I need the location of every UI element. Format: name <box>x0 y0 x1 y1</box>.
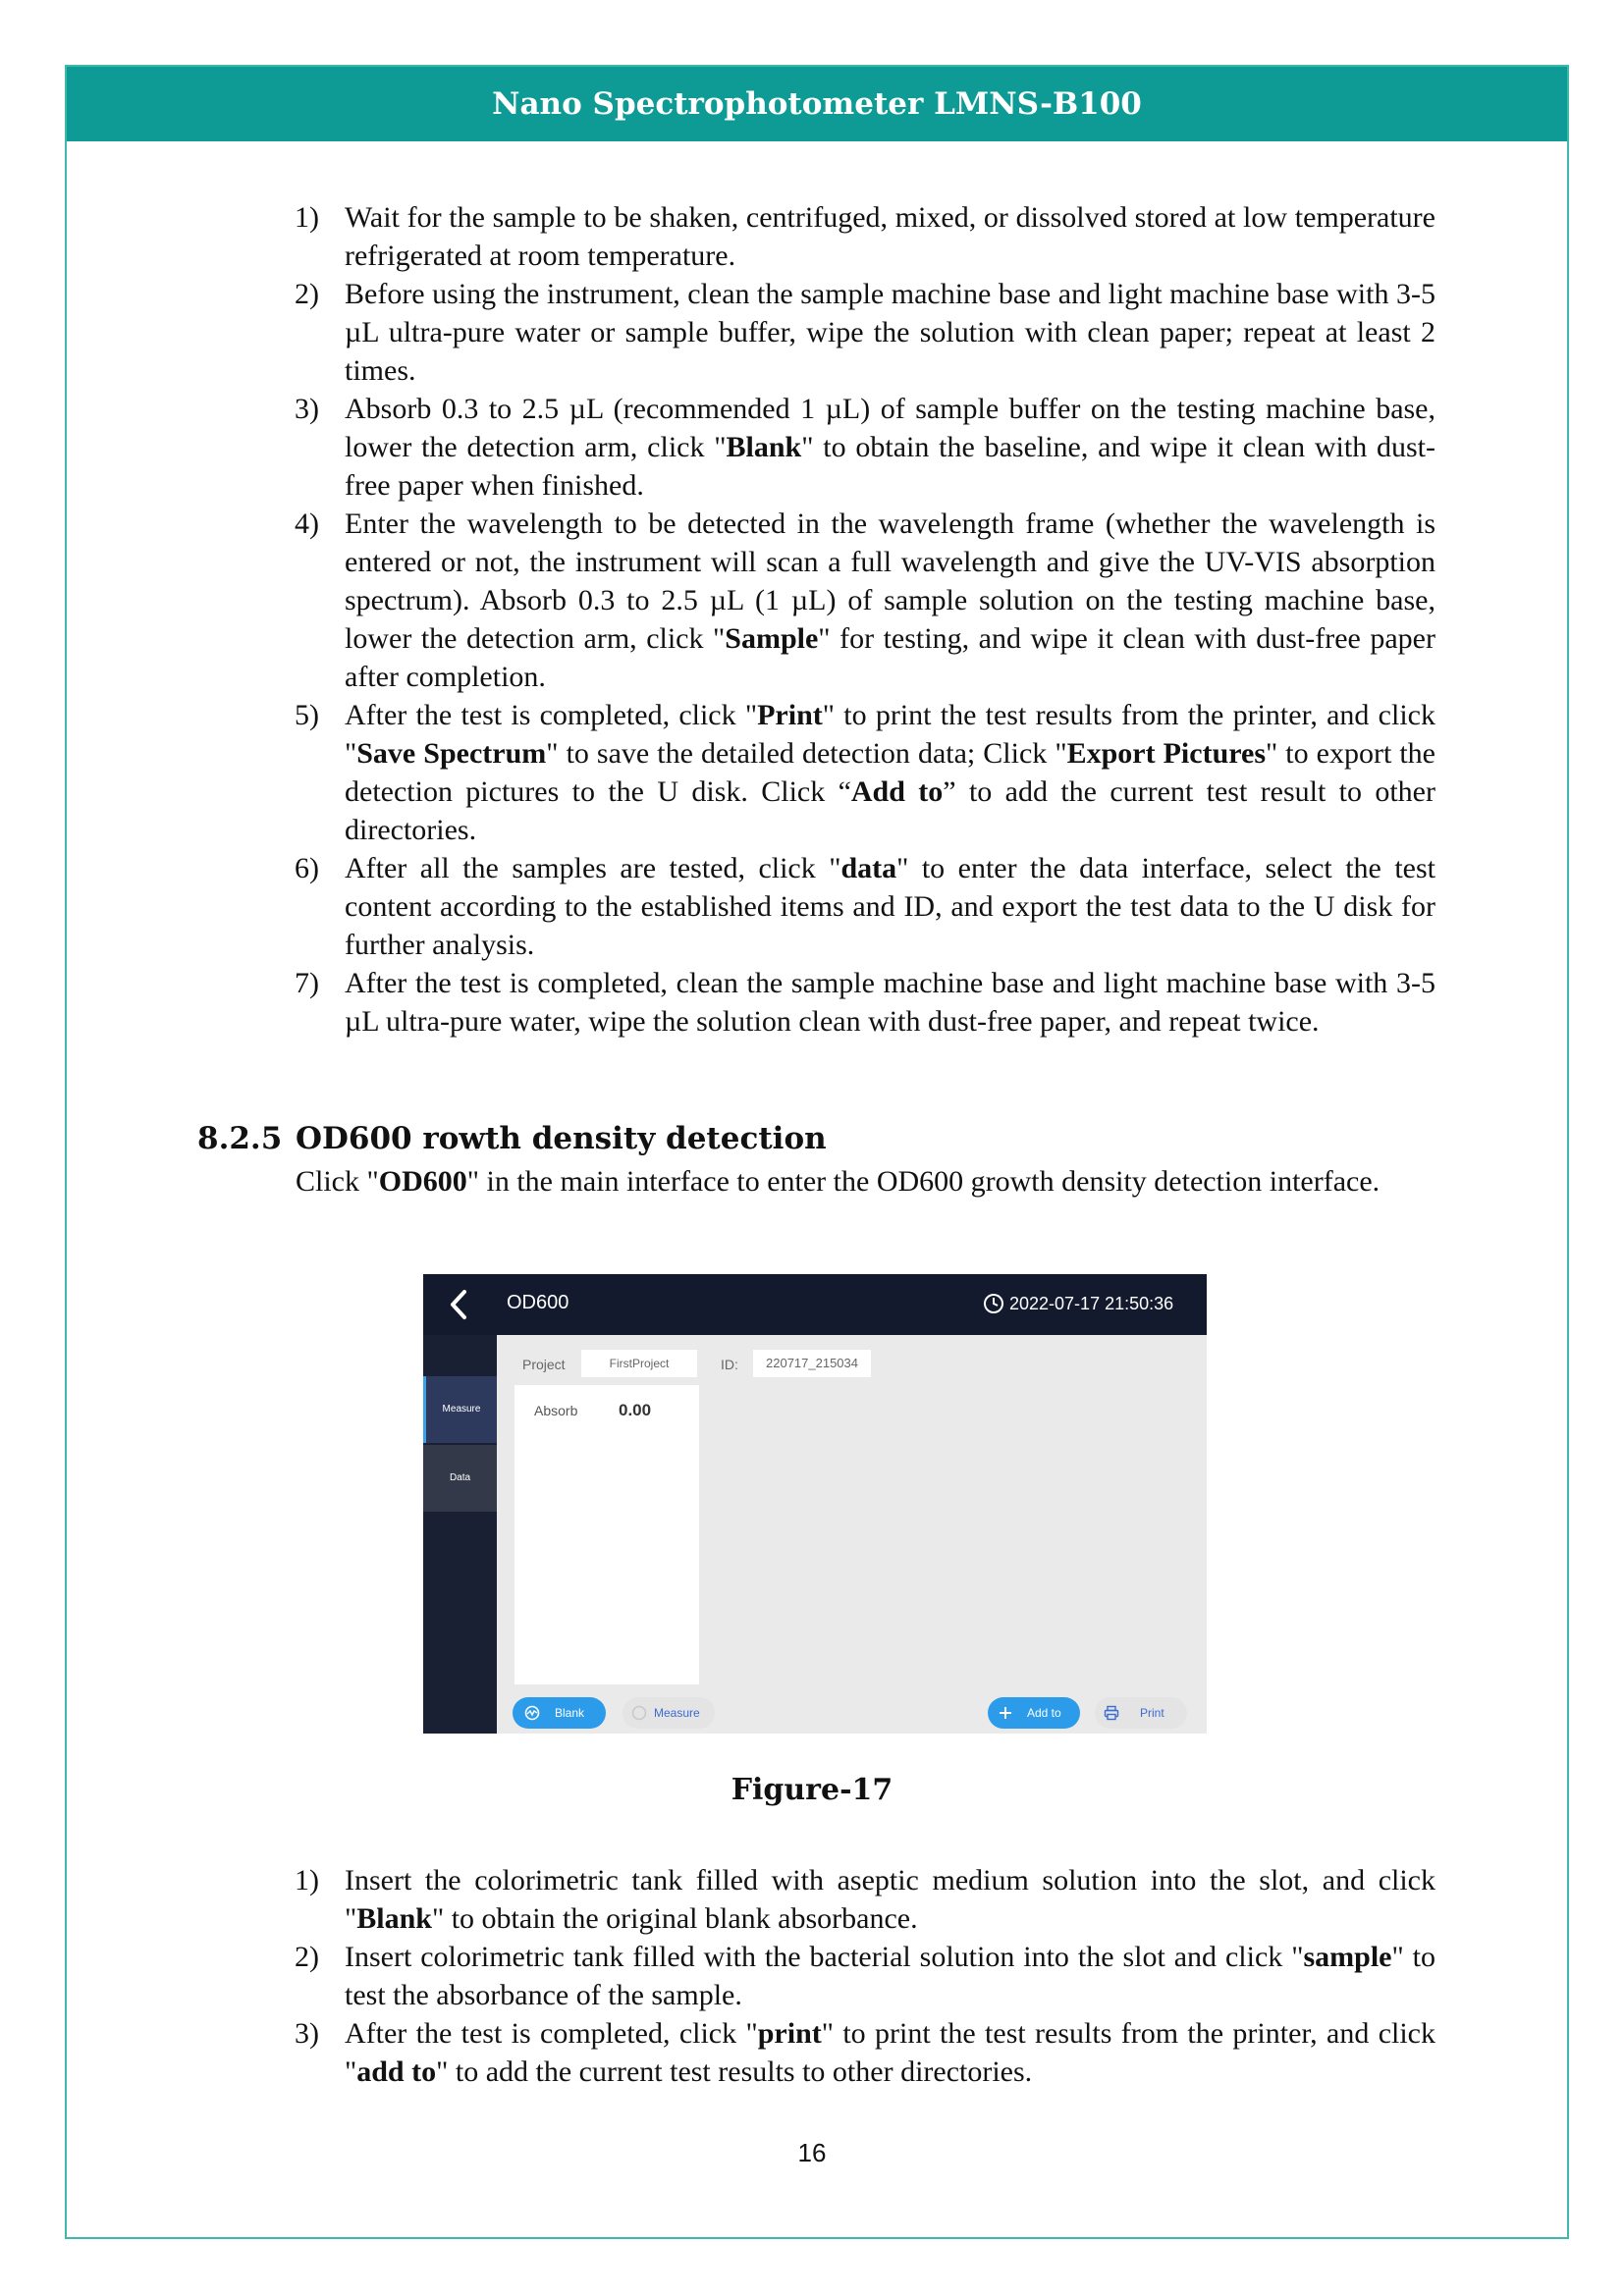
absorb-value: 0.00 <box>619 1401 652 1419</box>
text-run: Enter the wavelength to be detected in the wavelength frame (whether the wavelength is entered or not, the instrument will scan a full wavelength and give the UV-VIS absorption spectrum). Absorb 0.3 to 2.5 µL (1 µL) of sample solution on the testing machine base, lower the detection arm, click " <box>345 507 1435 655</box>
text-run: " to save the detailed detection data; Click " <box>546 737 1067 770</box>
step-number: 5) <box>295 699 319 731</box>
section-title: OD600 rowth density detection <box>296 1121 827 1156</box>
blank-icon <box>524 1705 540 1721</box>
text-run: After the test is completed, click " <box>345 2017 758 2050</box>
text-run: " to obtain the baseline, and wipe it clean with dust-free paper when finished. <box>345 431 1435 502</box>
text-run: " to add the current test results to other directories. <box>436 2056 1033 2088</box>
section-intro <box>296 1162 1436 1201</box>
step-item <box>295 275 1435 390</box>
section-number: 8.2.5 <box>197 1121 283 1156</box>
step-number: 4) <box>295 507 319 540</box>
step-number: 2) <box>295 278 319 310</box>
bold-term: OD600 <box>378 1165 467 1198</box>
text-run: " to export the detection pictures to the U disk. Click “ <box>345 737 1435 808</box>
print-button[interactable] <box>1095 1697 1187 1729</box>
text-run: " to obtain the original blank absorbance. <box>431 1902 918 1935</box>
text-run: Before using the instrument, clean the sample machine base and light machine base with 3-5 µL ultra-pure water or sample buffer, wipe the solution with clean paper; repeat at least 2 times. <box>345 278 1435 387</box>
text-run: " to print the test results from the printer, and click " <box>345 2017 1435 2088</box>
measure-button-label: Measure <box>654 1706 700 1720</box>
step-item <box>295 505 1435 696</box>
step-item <box>295 1861 1435 1938</box>
id-field[interactable]: 220717_215034 <box>753 1350 871 1377</box>
text-run: " for testing, and wipe it clean with dust-free paper after completion. <box>345 622 1435 693</box>
step-number: 3) <box>295 393 319 425</box>
text-run: After the test is completed, click " <box>345 699 758 731</box>
measure-icon <box>631 1705 647 1721</box>
text-run: After the test is completed, clean the sample machine base and light machine base with 3-5 µL ultra-pure water, wipe the solution clean with dust-free paper, and repeat twice. <box>345 967 1435 1038</box>
text-run: Wait for the sample to be shaken, centrifuged, mixed, or dissolved stored at low temperature refrigerated at room temperature. <box>345 201 1435 272</box>
step-number: 1) <box>295 1864 319 1896</box>
figure-caption: Figure-17 <box>731 1773 893 1807</box>
measure-button[interactable] <box>623 1697 715 1729</box>
text-run: After all the samples are tested, click " <box>345 852 841 884</box>
section-heading <box>197 1121 827 1156</box>
text-run: Absorb 0.3 to 2.5 µL (recommended 1 µL) of sample buffer on the testing machine base, lower the detection arm, click " <box>345 393 1435 463</box>
absorb-label: Absorb <box>534 1403 578 1418</box>
project-field[interactable]: FirstProject <box>581 1350 697 1377</box>
bold-term: sample <box>1303 1941 1392 1973</box>
text-run: " in the main interface to enter the OD600 growth density detection interface. <box>466 1165 1380 1198</box>
bold-term: print <box>757 2017 822 2050</box>
printer-icon <box>1104 1705 1119 1721</box>
tab-data[interactable]: Data <box>423 1445 497 1512</box>
document-header <box>67 67 1567 141</box>
step-item <box>295 1938 1435 2014</box>
header-title: Nano Spectrophotometer LMNS-B100 <box>492 86 1142 122</box>
step-item <box>295 390 1435 505</box>
step-item <box>295 696 1435 849</box>
screen-title: OD600 <box>507 1292 569 1313</box>
step-item <box>295 2014 1435 2091</box>
project-label: Project <box>522 1357 566 1372</box>
blank-button-label: Blank <box>555 1706 585 1720</box>
step-number: 2) <box>295 1941 319 1973</box>
bold-term: Blank <box>356 1902 432 1935</box>
text-run: Click " <box>296 1165 379 1198</box>
tab-measure[interactable]: Measure <box>423 1376 497 1443</box>
step-item <box>295 849 1435 964</box>
text-run: ” to add the current test result to other directories. <box>345 775 1435 846</box>
bold-term: Print <box>757 699 823 731</box>
bold-term: Save Spectrum <box>356 737 547 770</box>
step-number: 7) <box>295 967 319 999</box>
text-run: " to test the absorbance of the sample. <box>345 1941 1435 2011</box>
text-run: Insert the colorimetric tank filled with aseptic medium solution into the slot, and click " <box>345 1864 1435 1935</box>
id-label: ID: <box>721 1357 738 1372</box>
step-number: 3) <box>295 2017 319 2050</box>
od600-screenshot <box>423 1274 1207 1734</box>
absorbance-panel <box>514 1385 699 1684</box>
step-number: 1) <box>295 201 319 234</box>
step-number: 6) <box>295 852 319 884</box>
screenshot-topbar <box>423 1274 1207 1335</box>
bold-term: add to <box>356 2056 437 2088</box>
bold-term: Export Pictures <box>1066 737 1267 770</box>
bold-term: Add to <box>850 775 944 808</box>
procedure-list-top <box>295 198 1435 1041</box>
plus-icon <box>998 1705 1013 1721</box>
back-arrow-icon[interactable] <box>445 1288 474 1321</box>
add-to-button-label: Add to <box>1027 1706 1061 1720</box>
page-number: 16 <box>797 2138 827 2167</box>
blank-button[interactable] <box>513 1697 606 1729</box>
text-run: " to enter the data interface, select the test content according to the established items and ID, and export the test data to the U disk for further analysis. <box>345 852 1435 961</box>
clock-icon <box>983 1293 1004 1314</box>
text-run: Insert colorimetric tank filled with the bacterial solution into the slot and click " <box>345 1941 1304 1973</box>
step-item <box>295 964 1435 1041</box>
procedure-list-bottom <box>295 1861 1435 2091</box>
screenshot-sidebar <box>423 1335 497 1734</box>
step-item <box>295 198 1435 275</box>
add-to-button[interactable] <box>988 1697 1080 1729</box>
print-button-label: Print <box>1140 1706 1164 1720</box>
datetime-readout: 2022-07-17 21:50:36 <box>1009 1294 1174 1313</box>
bold-term: Blank <box>726 431 802 463</box>
bold-term: Sample <box>725 622 819 655</box>
text-run: " to print the test results from the printer, and click " <box>345 699 1435 770</box>
bold-term: data <box>840 852 897 884</box>
